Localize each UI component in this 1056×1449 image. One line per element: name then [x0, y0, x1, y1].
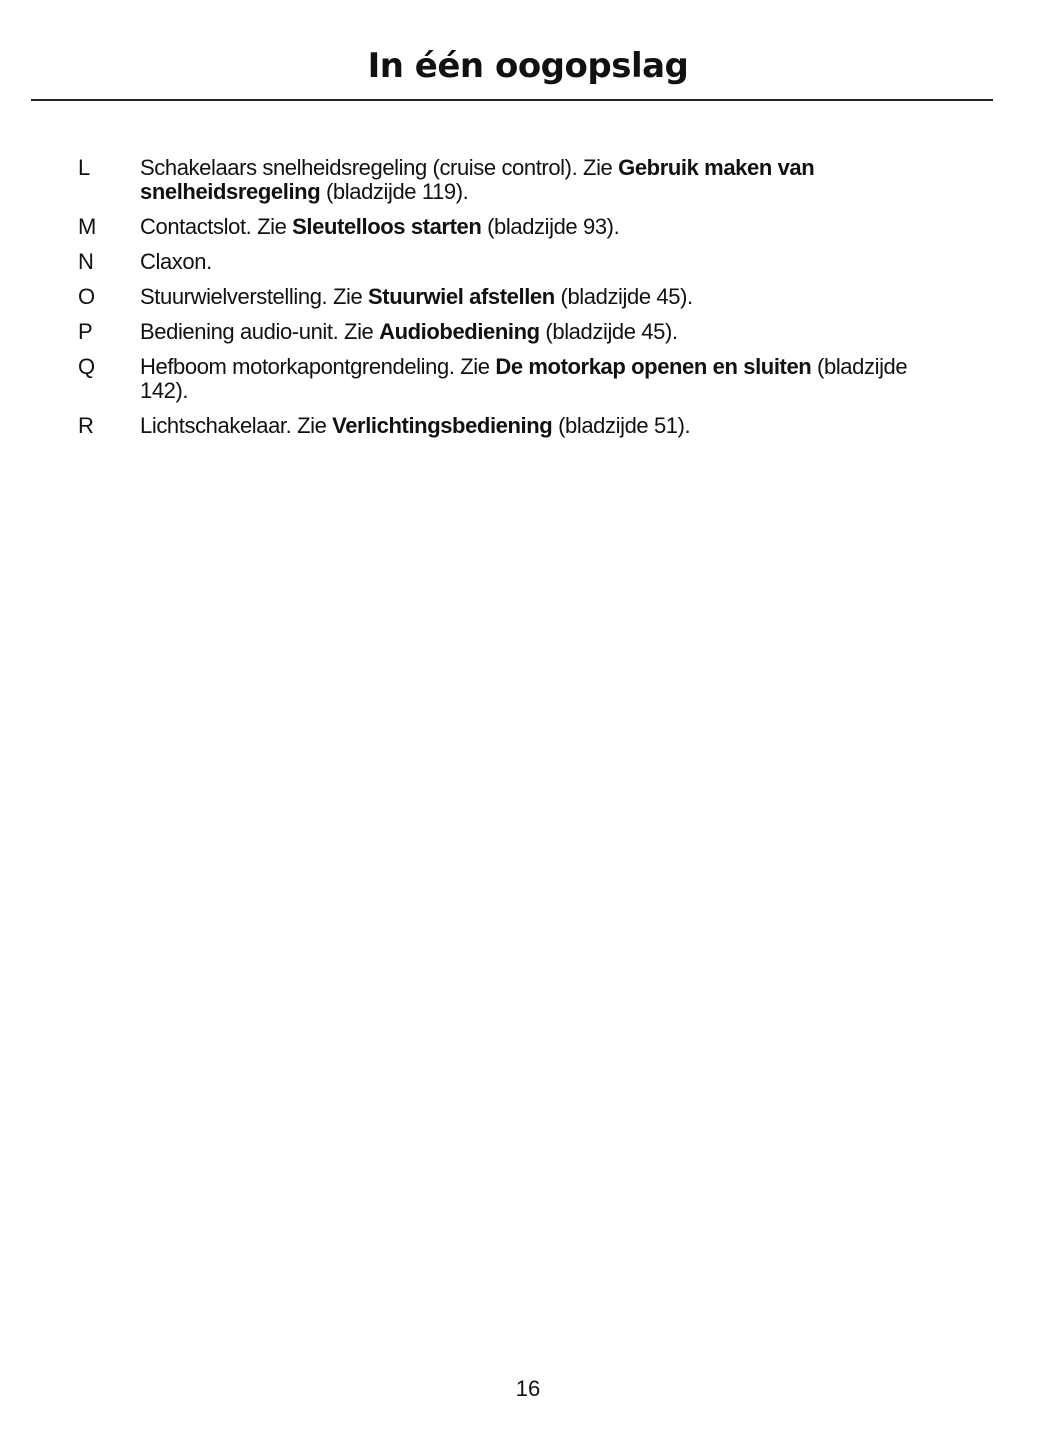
- item-text: Lichtschakelaar. Zie: [140, 413, 333, 438]
- item-page-ref: (bladzijde 45).: [554, 284, 693, 309]
- item-page-ref: (bladzijde 51).: [552, 413, 691, 438]
- item-text: Schakelaars snelheidsregeling (cruise control). Zie: [140, 155, 619, 180]
- list-item: [0, 355, 1056, 403]
- item-description: [140, 414, 940, 438]
- item-description: [140, 320, 940, 344]
- item-page-ref: (bladzijde 142).: [140, 354, 908, 403]
- item-key: M: [78, 214, 96, 239]
- item-key: L: [78, 155, 90, 180]
- item-reference-link[interactable]: Gebruik maken van snelheidsregeling: [140, 155, 815, 204]
- title-divider: [31, 99, 993, 101]
- list-item: [0, 215, 1056, 239]
- item-key: R: [78, 413, 94, 438]
- item-reference-link[interactable]: De motorkap openen en sluiten: [495, 354, 812, 379]
- item-reference-link[interactable]: Stuurwiel afstellen: [368, 284, 555, 309]
- item-page-ref: (bladzijde 93).: [481, 214, 620, 239]
- item-page-ref: (bladzijde 45).: [539, 319, 678, 344]
- legend-list: [0, 156, 1056, 449]
- page-number: 16: [515, 1376, 541, 1401]
- item-text: Bediening audio-unit. Zie: [140, 319, 380, 344]
- item-key: Q: [78, 354, 95, 379]
- list-item: [0, 320, 1056, 344]
- list-item: [0, 285, 1056, 309]
- item-text: Hefboom motorkapontgrendeling. Zie: [140, 354, 496, 379]
- item-text: Claxon.: [140, 249, 212, 274]
- item-reference-link[interactable]: Audiobediening: [379, 319, 540, 344]
- item-key: N: [78, 249, 94, 274]
- item-key: P: [78, 319, 93, 344]
- item-description: [140, 285, 940, 309]
- item-description: [140, 156, 940, 204]
- item-text: Stuurwielverstelling. Zie: [140, 284, 369, 309]
- item-description: [140, 355, 940, 403]
- item-key: O: [78, 284, 95, 309]
- list-item: [0, 250, 1056, 274]
- item-text: Contactslot. Zie: [140, 214, 293, 239]
- item-reference-link[interactable]: Verlichtingsbediening: [332, 413, 553, 438]
- list-item: [0, 156, 1056, 204]
- list-item: [0, 414, 1056, 438]
- item-description: [140, 250, 940, 274]
- item-page-ref: (bladzijde 119).: [320, 179, 469, 204]
- item-reference-link[interactable]: Sleutelloos starten: [292, 214, 482, 239]
- item-description: [140, 215, 940, 239]
- page-title: In één oogopslag: [367, 46, 689, 86]
